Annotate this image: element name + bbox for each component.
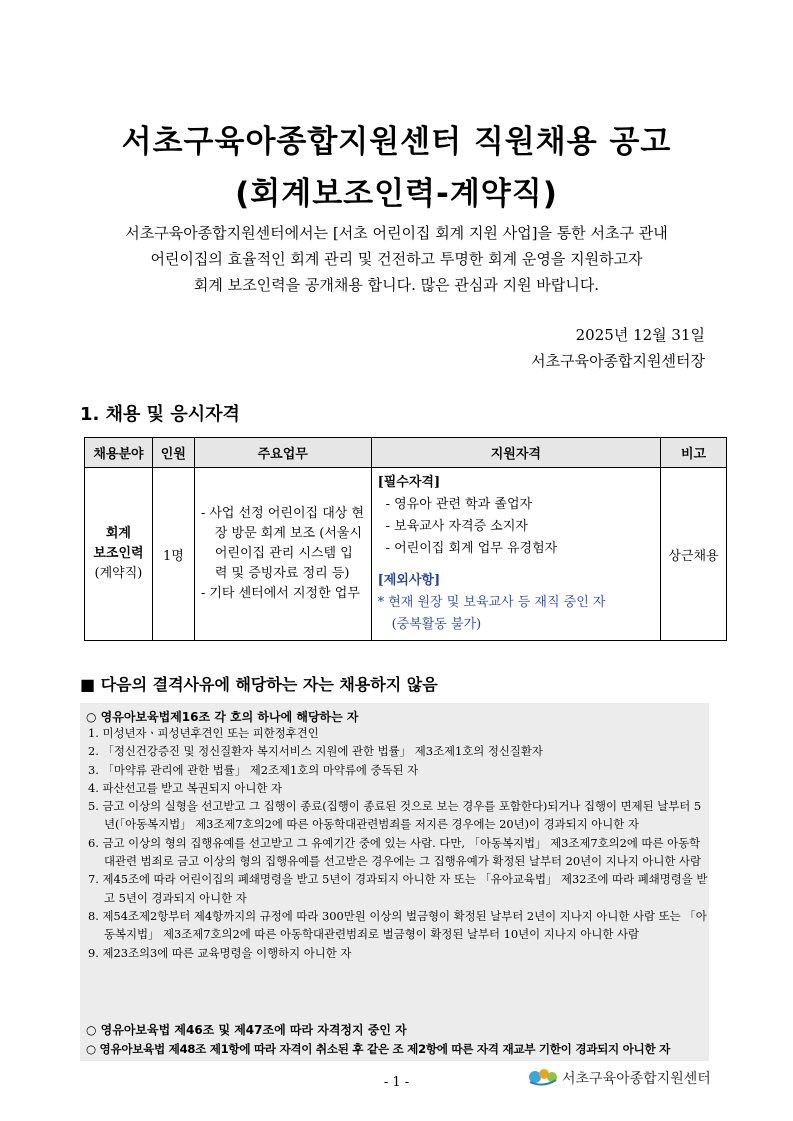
- required-item: - 보육교사 자격증 소지자: [385, 519, 528, 534]
- disqualification-box: [80, 703, 709, 1061]
- list-item: 5. 금고 이상의 실형을 선고받고 그 집행이 종료(집행이 종료된 것으로 보는 경우를 포함한다)되거나 집행이 면제된 날부터 5년(「아동복지법」 제3조제7호의2에 따른 아동학대관련범죄를 저지른 경우에는 20년)이 경과되지 아니한 자: [88, 799, 702, 832]
- cell-count: 1명: [152, 468, 194, 641]
- list-item: 4. 파산선고를 받고 복권되지 아니한 자: [88, 780, 283, 795]
- col-header-note: 비고: [661, 438, 727, 468]
- page-number: - 1 -: [383, 1075, 410, 1090]
- intro-line: 회계 보조인력을 공개채용 합니다. 많은 관심과 지원 바랍니다.: [193, 276, 600, 294]
- field-line: 회계: [105, 526, 131, 541]
- cell-qualifications: [371, 468, 661, 641]
- required-heading: [필수자격]: [377, 475, 441, 490]
- table-row: [85, 468, 727, 641]
- page-title: 서초구육아종합지원센터 직원채용 공고: [121, 124, 672, 160]
- footer-brand: [528, 1066, 711, 1090]
- exclusion-item: (중복활동 불가): [391, 617, 482, 632]
- exclusion-item: * 현재 원장 및 보육교사 등 재직 중인 자: [377, 595, 606, 610]
- intro-line: 서초구육아종합지원센터에서는 [서초 어린이집 회계 지원 사업]을 통한 서초구 관내: [125, 224, 668, 242]
- intro-paragraph: [60, 220, 733, 298]
- col-header-count: 인원: [152, 438, 194, 468]
- disq-list: [88, 724, 708, 962]
- required-item: - 영유아 관련 학과 졸업자: [385, 497, 533, 512]
- brand-name: 서초구육아종합지원센터: [562, 1071, 711, 1087]
- col-header-field: 채용분야: [85, 438, 153, 468]
- seocho-childcare-logo-icon: [528, 1066, 558, 1090]
- cell-duties: [194, 468, 371, 641]
- duty-item: - 사업 선정 어린이집 대상 현장 방문 회계 보조 (서울시 어린이집 관리 시스템 입력 및 증빙자료 정리 등): [200, 506, 365, 581]
- list-item: 2. 「정신건강증진 및 정신질환자 복지서비스 지원에 관한 법률」 제3조제1호의 정신질환자: [88, 744, 543, 759]
- disq-heading: ○ 영유아보육법제16조 각 호의 하나에 해당하는 자: [86, 710, 359, 724]
- exclusion-heading: [제외사항]: [377, 573, 441, 588]
- list-item: 3. 「마약류 관리에 관한 법률」 제2조제1호의 마약류에 중독된 자: [88, 762, 419, 777]
- cell-note: 상근채용: [661, 468, 727, 641]
- page-subtitle: (회계보조인력-계약직): [235, 176, 558, 212]
- col-header-duties: 주요업무: [194, 438, 371, 468]
- recruitment-table: [84, 437, 727, 641]
- list-item: 7. 제45조에 따라 어린이집의 폐쇄명령을 받고 5년이 경과되지 아니한 자 또는 「유아교육법」 제32조에 따라 폐쇄명령을 받고 5년이 경과되지 아니한 자: [88, 872, 708, 905]
- section-heading-disqualification: ■ 다음의 결격사유에 해당하는 자는 채용하지 않음: [80, 675, 438, 694]
- required-item: - 어린이집 회계 업무 유경험자: [385, 541, 558, 556]
- col-header-qualifications: 지원자격: [371, 438, 661, 468]
- list-item: 9. 제23조의3에 따른 교육명령을 이행하지 아니한 자: [88, 945, 352, 960]
- list-item: 8. 제54조제2항부터 제4항까지의 규정에 따라 300만원 이상의 벌금형이 확정된 날부터 2년이 지나지 아니한 사람 또는 「아동복지법」 제3조제7호의2에 따른 아동학대관련범죄로 벌금형이 확정된 날부터 10년이 지나지 아니한 사람: [88, 908, 707, 942]
- announcement-date: 2025년 12월 31일: [575, 326, 705, 344]
- field-line: (계약직): [94, 566, 143, 581]
- section-heading-recruitment: 1. 채용 및 응시자격: [80, 404, 240, 425]
- cell-field: [85, 468, 153, 641]
- field-line: 보조인력: [93, 546, 144, 561]
- disq-heading: ○ 영유아보육법 제48조 제1항에 따라 자격이 취소된 후 같은 조 제2항에 따른 자격 재교부 기한이 경과되지 아니한 자: [86, 1042, 670, 1056]
- duty-item: - 기타 센터에서 지정한 업무: [200, 586, 360, 601]
- disq-heading: ○ 영유아보육법 제46조 및 제47조에 따라 자격정지 중인 자: [86, 1023, 407, 1037]
- list-item: 6. 금고 이상의 형의 집행유예를 선고받고 그 유예기간 중에 있는 사람. 다만, 「아동복지법」 제3조제7호의2에 따른 아동학대관련 범죄로 금고 이상의 형의 집행유예를 선고받은 경우에는 그 집행유예가 확정된 날부터 20년이 지나지 아니한 사람: [88, 835, 701, 869]
- signer: 서초구육아종합지원센터장: [531, 352, 705, 370]
- table-header-row: [85, 438, 727, 468]
- intro-line: 어린이집의 효율적인 회계 관리 및 건전하고 투명한 회계 운영을 지원하고자: [150, 250, 643, 268]
- list-item: 1. 미성년자ㆍ피성년후견인 또는 피한정후견인: [88, 726, 319, 740]
